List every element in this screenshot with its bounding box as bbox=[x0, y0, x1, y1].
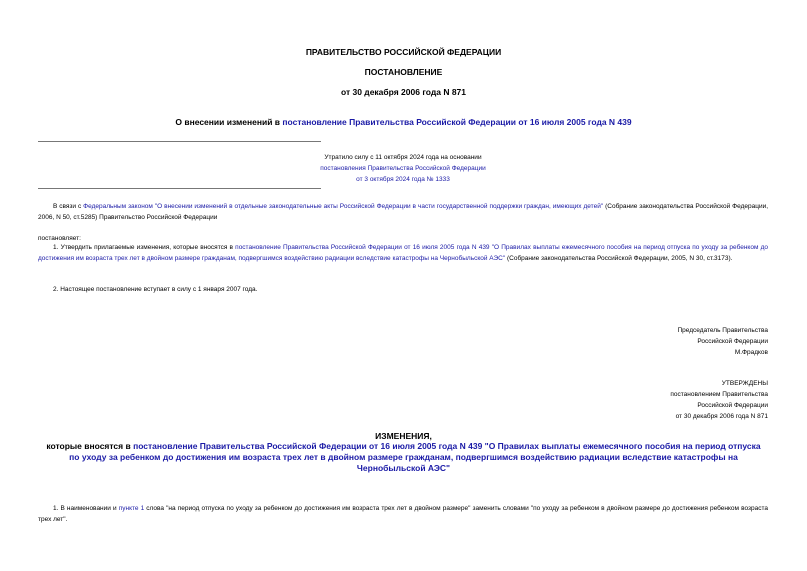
signature-line-1: Председатель Правительства bbox=[677, 327, 768, 334]
government-title: ПРАВИТЕЛЬСТВО РОССИЙСКОЙ ФЕДЕРАЦИИ bbox=[305, 47, 502, 57]
signature-name: М.Фрадков bbox=[734, 349, 768, 356]
title-prefix: О внесении изменений в bbox=[175, 117, 283, 127]
approved-line-4: от 30 декабря 2006 года N 871 bbox=[675, 413, 768, 420]
change-1-prefix: 1. В наименовании и bbox=[53, 505, 119, 512]
status-line-1: Утратило силу с 11 октября 2024 года на основании bbox=[324, 154, 482, 161]
approved-line-3: Российской Федерации bbox=[697, 402, 768, 409]
item-1-paragraph bbox=[38, 242, 768, 264]
preamble-suffix: (Собрание законодательства Российской Федерации, 2006, N 50, ст.5285) Правительство Российской Федерации bbox=[38, 203, 769, 221]
document-date: от 30 декабря 2006 года N 871 bbox=[340, 87, 467, 97]
item-1-prefix: 1. Утвердить прилагаемые изменения, которые вносятся в bbox=[53, 244, 236, 251]
title-link[interactable]: постановление Правительства Российской Федерации от 16 июля 2005 года N 439 bbox=[282, 117, 632, 127]
preamble-prefix: В связи с bbox=[53, 203, 84, 210]
item-1-suffix: (Собрание законодательства Российской Федерации, 2005, N 30, ст.3173). bbox=[505, 255, 733, 262]
change-1-suffix: слова "на период отпуска по уходу за ребенком до достижения им возраста трех лет в двойном размере" заменить словами "по уходу за ребенком в двойном размере до достижения ребенком возраста трех лет". bbox=[38, 505, 768, 523]
changes-subheading bbox=[46, 441, 761, 474]
approved-line-1: УТВЕРЖДЕНЫ bbox=[721, 380, 768, 387]
document-type: ПОСТАНОВЛЕНИЕ bbox=[364, 67, 443, 77]
changes-sub-prefix: которые вносятся в bbox=[46, 441, 134, 451]
status-top-rule bbox=[38, 141, 321, 142]
preamble-paragraph bbox=[38, 201, 768, 223]
decree-word: постановляет: bbox=[38, 235, 81, 242]
changes-heading: ИЗМЕНЕНИЯ, bbox=[375, 431, 432, 441]
signature-line-2: Российской Федерации bbox=[697, 338, 768, 345]
approved-line-2: постановлением Правительства bbox=[670, 391, 768, 398]
change-1-paragraph bbox=[38, 503, 768, 525]
federal-law-link[interactable]: Федеральным законом "О внесении изменений в отдельные законодательные акты Российской Федерации в части государственной поддержки граждан, имеющих детей" bbox=[83, 203, 604, 210]
document-title bbox=[0, 117, 807, 127]
item-2-paragraph: 2. Настоящее постановление вступает в силу с 1 января 2007 года. bbox=[53, 286, 258, 293]
status-bottom-rule bbox=[38, 188, 321, 189]
changes-sub-link[interactable]: постановление Правительства Российской Федерации от 16 июля 2005 года N 439 "О Правилах выплаты ежемесячного пособия на период отпуска по уходу за ребенком до достижения им возраста трех лет в двойном размере гражданам, подвергшимся воздействию радиации вследствие катастрофы на Чернобыльской АЭС" bbox=[69, 441, 761, 473]
status-line-3[interactable]: от 3 октября 2024 года № 1333 bbox=[356, 176, 450, 183]
item-1-link[interactable]: постановление Правительства Российской Федерации от 16 июля 2005 года N 439 "О Правилах выплаты ежемесячного пособия на период отпуска по уходу за ребенком до достижения им возраста трех лет в двойном размере гражданам, подвергшимся воздействию радиации вследствие катастрофы на Чернобыльской АЭС" bbox=[38, 244, 768, 262]
status-line-2[interactable]: постановления Правительства Российской Федерации bbox=[320, 165, 486, 172]
paragraph-1-link[interactable]: пункте 1 bbox=[118, 505, 145, 512]
